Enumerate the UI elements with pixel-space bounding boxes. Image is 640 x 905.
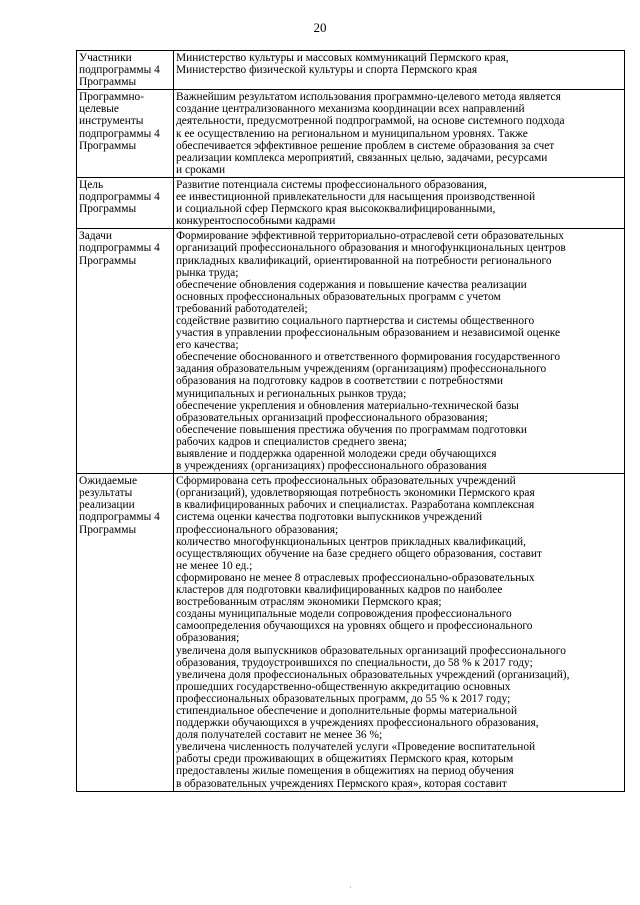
scan-dot: · — [349, 883, 352, 892]
content-line: ее инвестиционной привлекательности для насыщения производственной — [176, 191, 536, 204]
row-content-tasks — [174, 229, 625, 474]
content-line: прошедших государственно-общественную аккредитацию основных — [176, 680, 511, 693]
content-line: деятельности, предусмотренной подпрограммой, на основе системного подхода — [176, 115, 565, 128]
content-line: Сформирована сеть профессиональных образовательных учреждений — [176, 475, 516, 488]
content-line: Развитие потенциала системы профессионального образования, — [176, 178, 487, 191]
label-line: Программы — [79, 76, 137, 89]
label-line: Задачи — [79, 230, 112, 243]
content-line: обеспечение обновления содержания и повышение качества реализации — [176, 278, 527, 291]
row-content-participants — [174, 51, 625, 90]
label-line: Программы — [79, 254, 137, 267]
label-line: Цель — [79, 178, 104, 191]
content-line: предоставлены жилые помещения в общежитиях на период обучения — [176, 765, 514, 778]
content-line: сформировано не менее 8 отраслевых профессионально-образовательных — [176, 571, 535, 584]
content-line: профессиональных образовательных программ, до 55 % к 2017 году; — [176, 692, 511, 705]
row-content-expected-results — [174, 474, 625, 791]
content-line: к ее осуществлению на региональном и муниципальном уровнях. Также — [176, 127, 528, 140]
content-line: поддержки обучающихся в учреждениях профессионального образования, — [176, 717, 539, 730]
content-line: осуществляющих обучение на базе среднего общего образования, составит — [176, 547, 542, 560]
content-line: муниципальных и региональных рынков труда; — [176, 387, 407, 400]
content-line: рынка труда; — [176, 266, 239, 279]
label-line: Программы — [79, 139, 137, 152]
content-line: образования на подготовку кадров в соответствии с потребностями — [176, 375, 503, 388]
content-line: профессионального образования; — [176, 523, 339, 536]
content-line: прикладных квалификаций, ориентированной на потребности регионального — [176, 254, 552, 267]
label-line: Ожидаемые — [79, 475, 138, 488]
row-content-goal — [174, 177, 625, 228]
label-line: реализации — [79, 499, 135, 512]
table-row-program-target-tools — [77, 90, 625, 178]
content-line: реализации комплекса мероприятий, связанных целью, задачами, ресурсами — [176, 151, 548, 164]
content-line: Формирование эффективной территориально-отраслевой сети образовательных — [176, 230, 564, 243]
label-line: подпрограммы 4 — [79, 511, 160, 524]
content-line: и социальной сфер Пермского края высококвалифицированными, — [176, 203, 496, 216]
content-line: обеспечение укрепления и обновления материально-технической базы — [176, 399, 519, 412]
row-label-tasks — [77, 229, 174, 474]
row-label-goal — [77, 177, 174, 228]
table-row-expected-results — [77, 474, 625, 791]
content-line: система оценки качества подготовки выпускников учреждений — [176, 511, 483, 524]
table-row-tasks — [77, 229, 625, 474]
content-line: в учреждениях (организациях) профессионального образования — [176, 460, 487, 473]
table-row-goal — [77, 177, 625, 228]
content-line: количество многофункциональных центров прикладных квалификаций, — [176, 535, 526, 548]
content-line: создание централизованного механизма координации всех направлений — [176, 103, 525, 116]
label-line: подпрограммы 4 — [79, 127, 160, 140]
content-line: и сроками — [176, 163, 226, 176]
content-line: увеличена численность получателей услуги «Проведение воспитательной — [176, 741, 536, 754]
content-line: образования, трудоустроившихся по специальности, до 58 % к 2017 году; — [176, 656, 533, 669]
content-line: созданы муниципальные модели сопровождения профессионального — [176, 608, 512, 621]
content-line: организаций профессионального образования и многофункциональных центров — [176, 242, 566, 255]
label-line: целевые — [79, 103, 119, 116]
label-line: Участники — [79, 52, 132, 64]
row-label-program-target-tools — [77, 90, 174, 178]
content-line: выявление и поддержка одаренной молодежи среди обучающихся — [176, 448, 497, 460]
content-line: образовательных организаций профессионального образования; — [176, 411, 488, 424]
content-line: (организаций), удовлетворяющая потребность экономики Пермского края — [176, 487, 535, 500]
content-line: не менее 10 ед.; — [176, 559, 253, 572]
label-line: результаты — [79, 487, 133, 500]
content-line: Важнейшим результатом использования программно-целевого метода является — [176, 91, 561, 104]
content-line: рабочих кадров и специалистов среднего звена; — [176, 435, 407, 448]
content-line: задания образовательным учреждениям (организациям) профессионального — [176, 363, 547, 376]
label-line: подпрограммы 4 — [79, 242, 160, 255]
content-line: работы среди проживающих в общежитиях Пермского края, которым — [176, 753, 514, 766]
content-line: увеличена доля выпускников образовательных организаций профессионального — [176, 644, 566, 657]
content-line: обеспечивается эффективное решение проблем в системе образования за счет — [176, 139, 555, 152]
content-line: образования; — [176, 632, 240, 645]
label-line: инструменты — [79, 115, 144, 128]
content-line: конкурентоспособными кадрами — [176, 215, 336, 228]
content-line: доля получателей составит не менее 36 %; — [176, 729, 383, 742]
label-line: Программы — [79, 523, 137, 536]
page-number: 20 — [313, 20, 327, 35]
content-line: Министерство физической культуры и спорта Пермского края — [176, 64, 478, 77]
subprogram-passport-table — [76, 50, 625, 792]
content-line: кластеров для подготовки квалифицированных кадров по наиболее — [176, 584, 503, 597]
content-line: в образовательных учреждениях Пермского края», которая составит — [176, 777, 507, 790]
row-label-expected-results — [77, 474, 174, 791]
content-line: обеспечение повышения престижа обучения по программам подготовки — [176, 423, 527, 436]
content-line: увеличена доля профессиональных образовательных учреждений (организаций), — [176, 668, 570, 681]
label-line: Программы — [79, 203, 137, 216]
table-row-participants — [77, 51, 625, 90]
content-line: самоопределения обучающихся на уровнях общего и профессионального — [176, 620, 533, 633]
content-line: требований работодателей; — [176, 302, 308, 315]
content-line: Министерство культуры и массовых коммуникаций Пермского края, — [176, 52, 509, 64]
label-line: подпрограммы 4 — [79, 191, 160, 204]
label-line: подпрограммы 4 — [79, 64, 160, 77]
content-line: востребованным отраслям экономики Пермского края; — [176, 596, 442, 609]
row-label-participants — [77, 51, 174, 90]
content-line: в квалифицированных рабочих и специалистах. Разработана комплексная — [176, 499, 535, 512]
content-line: содействие развитию социального партнерства и системы общественного — [176, 314, 535, 327]
content-line: обеспечение обоснованного и ответственного формирования государственного — [176, 351, 561, 364]
content-line: его качества; — [176, 339, 239, 352]
content-line: стипендиальное обеспечение и дополнительные формы материальной — [176, 704, 518, 717]
content-line: участия в управлении профессиональным образованием и независимой оценке — [176, 327, 561, 340]
row-content-program-target-tools — [174, 90, 625, 178]
content-line: основных профессиональных образовательных программ с учетом — [176, 290, 501, 303]
label-line: Программно- — [79, 91, 145, 104]
